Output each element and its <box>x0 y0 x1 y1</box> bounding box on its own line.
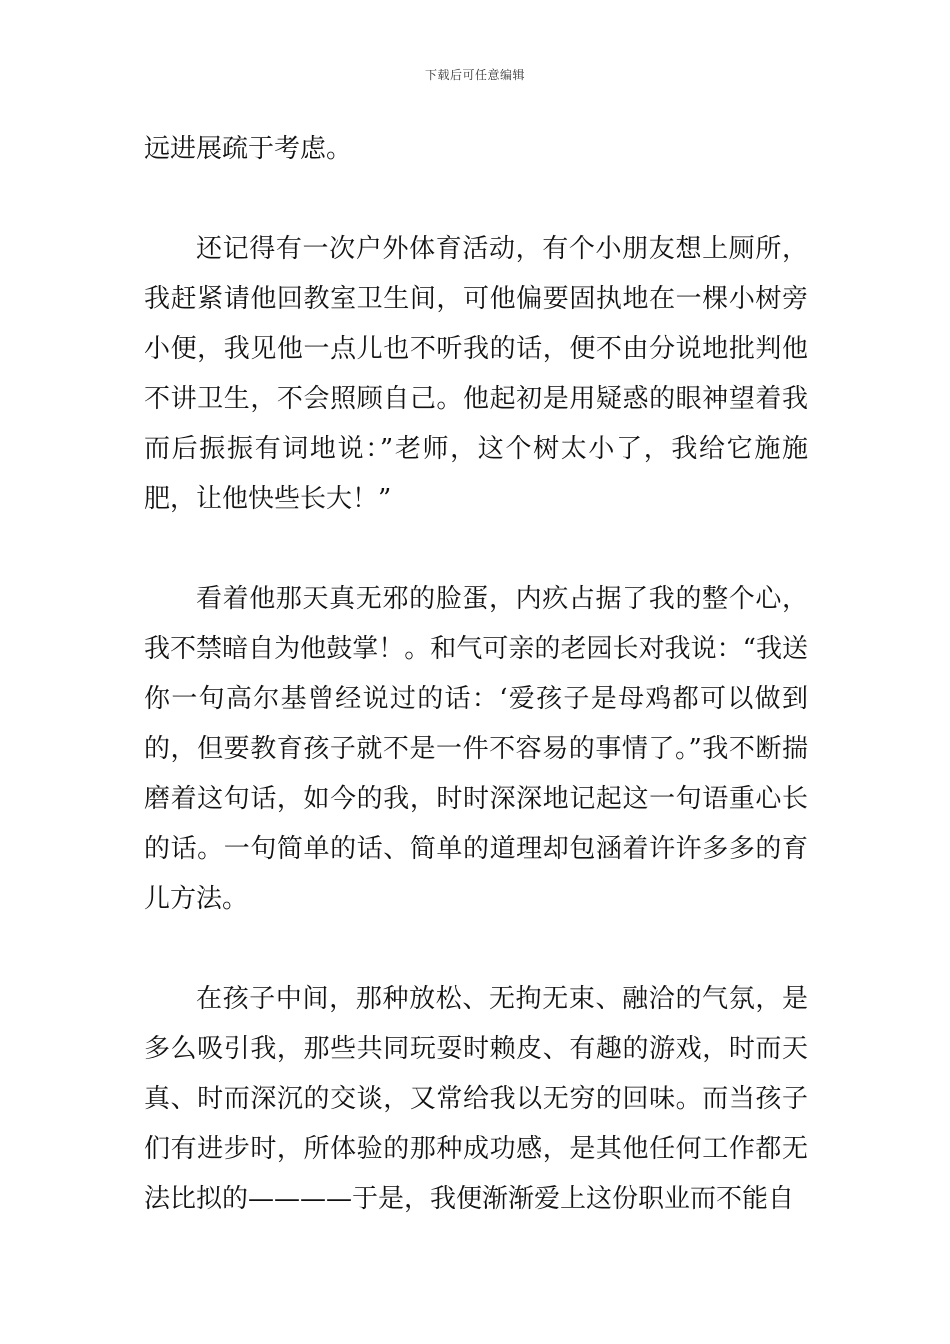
paragraph-gap <box>144 174 808 224</box>
document-body <box>144 124 808 1224</box>
paragraph-continuation: 远进展疏于考虑。 <box>144 134 353 164</box>
paragraph-gap <box>144 524 808 574</box>
paragraph-gorky-quote: 看着他那天真无邪的脸蛋，内疚占据了我的整个心，我不禁暗自为他鼓掌！。和气可亲的老园长对我说：“我送你一句高尔基曾经说过的话：‘爱孩子是母鸡都可以做到的，但要教育孩子就不是一件不容易的事情了。”我不断揣磨着这句话，如今的我，时时深深地记起这一句语重心长的话。一句简单的话、简单的道理却包涵着许许多多的育儿方法。 <box>144 584 808 914</box>
header-note: 下载后可任意编辑 <box>424 68 525 82</box>
paragraph-among-children: 在孩子中间，那种放松、无拘无束、融洽的气氛，是多么吸引我，那些共同玩耍时赖皮、有趣的游戏，时而天真、时而深沉的交谈，又常给我以无穷的回味。而当孩子们有进步时，所体验的那种成功感，是其他任何工作都无法比拟的————于是，我便渐渐爱上这份职业而不能自 <box>144 984 808 1214</box>
paragraph-gap <box>144 924 808 974</box>
paragraph-outdoor-activity: 还记得有一次户外体育活动，有个小朋友想上厕所，我赶紧请他回教室卫生间，可他偏要固执地在一棵小树旁小便，我见他一点儿也不听我的话，便不由分说地批判他不讲卫生，不会照顾自己。他起初是用疑惑的眼神望着我而后振振有词地说：”老师，这个树太小了，我给它施施肥，让他快些长大！” <box>144 234 808 514</box>
